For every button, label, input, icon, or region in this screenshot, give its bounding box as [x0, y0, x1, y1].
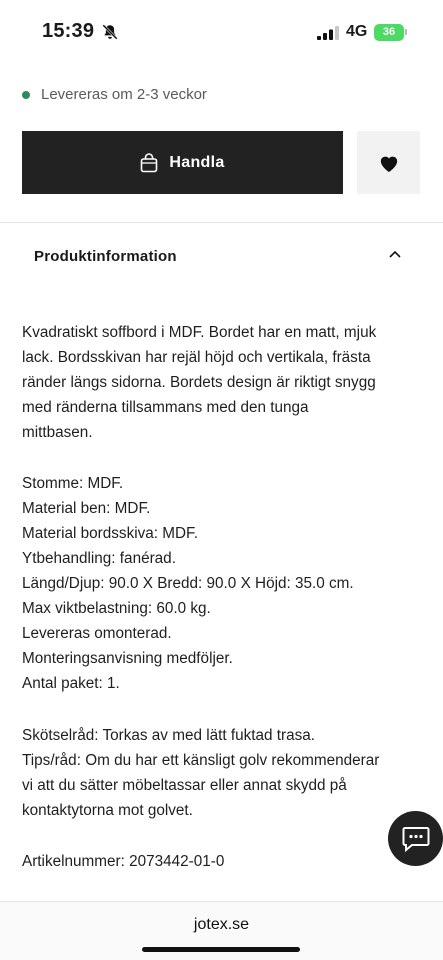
product-description	[22, 320, 422, 445]
chat-bubble-icon	[402, 826, 430, 852]
description-line: Kvadratiskt soffbord i MDF. Bordet har en matt, mjuk	[22, 324, 377, 341]
spec-line: Längd/Djup: 90.0 X Bredd: 90.0 X Höjd: 35.0 cm.	[22, 575, 354, 592]
spec-line: Max viktbelastning: 60.0 kg.	[22, 600, 211, 617]
delivery-text: Levereras om 2-3 veckor	[41, 86, 207, 103]
chevron-up-icon[interactable]	[388, 249, 402, 259]
shopping-bag-icon	[140, 153, 158, 173]
spec-line: Ytbehandling: fanérad.	[22, 550, 176, 567]
product-info-accordion-header[interactable]	[0, 226, 443, 288]
network-type: 4G	[346, 23, 368, 40]
status-time: 15:39	[42, 20, 95, 42]
care-line: Tips/råd: Om du har ett känsligt golv rekommenderar	[22, 752, 380, 769]
spec-line: Monteringsanvisning medföljer.	[22, 650, 233, 667]
description-line: mittbasen.	[22, 424, 93, 441]
product-info-title: Produktinformation	[34, 248, 177, 265]
status-bar	[0, 0, 443, 64]
signal-icon	[317, 26, 339, 40]
chat-button[interactable]	[388, 811, 443, 866]
description-line: med ränderna tillsammans med den tunga	[22, 399, 309, 416]
spec-line: Material bordsskiva: MDF.	[22, 525, 198, 542]
favorite-button[interactable]	[357, 131, 420, 194]
url-text[interactable]: jotex.se	[193, 916, 250, 933]
article-number: Artikelnummer: 2073442-01-0	[22, 853, 225, 870]
buy-button-label: Handla	[169, 153, 225, 171]
section-divider	[0, 222, 443, 223]
heart-icon	[378, 153, 400, 173]
spec-line: Stomme: MDF.	[22, 475, 124, 492]
battery-tip	[405, 29, 407, 35]
product-specs	[22, 471, 422, 696]
battery-charging-icon	[374, 24, 404, 41]
description-line: ränder längs sidorna. Bordets design är riktigt snygg	[22, 374, 376, 391]
spec-line: Levereras omonterad.	[22, 625, 172, 642]
battery-level: 36	[382, 26, 396, 38]
availability-dot-icon	[22, 91, 30, 99]
care-line: vi att du sätter möbeltassar eller annat skydd på	[22, 777, 347, 794]
description-line: lack. Bordsskivan har rejäl höjd och vertikala, frästa	[22, 349, 371, 366]
bell-slash-icon	[101, 23, 119, 41]
browser-address-bar[interactable]	[0, 901, 443, 960]
delivery-status	[22, 86, 207, 103]
care-line: kontaktytorna mot golvet.	[22, 802, 193, 819]
buy-button[interactable]	[22, 131, 343, 194]
spec-line: Material ben: MDF.	[22, 500, 151, 517]
care-instructions	[22, 723, 422, 823]
care-line: Skötselråd: Torkas av med lätt fuktad trasa.	[22, 727, 316, 744]
spec-line: Antal paket: 1.	[22, 675, 120, 692]
home-indicator[interactable]	[142, 947, 300, 952]
